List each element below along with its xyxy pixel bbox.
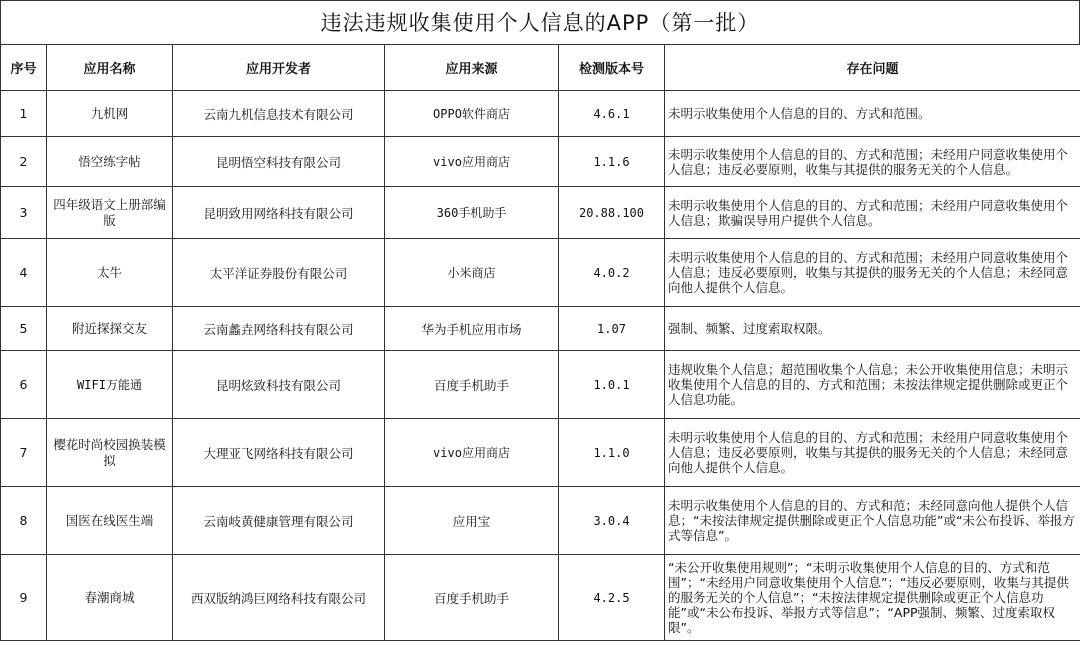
cell-version: 4.6.1 [559,91,665,137]
cell-developer: 云南岐黄健康管理有限公司 [173,487,385,555]
cell-source: 应用宝 [385,487,559,555]
cell-seq: 8 [1,487,47,555]
cell-issue: 未明示收集使用个人信息的目的、方式和范围；未经用户同意收集使用个人信息；违反必要原则，收集与其提供的服务无关的个人信息；未经同意向他人提供个人信息。 [665,419,1080,487]
cell-source: 360手机助手 [385,187,559,239]
cell-issue: 未明示收集使用个人信息的目的、方式和范围。 [665,91,1080,137]
cell-source: 华为手机应用市场 [385,307,559,351]
cell-seq: 4 [1,239,47,307]
table-row [1,555,1080,641]
header-row [1,45,1080,91]
cell-seq: 1 [1,91,47,137]
cell-seq: 7 [1,419,47,487]
cell-developer: 昆明炫致科技有限公司 [173,351,385,419]
cell-issue: 未明示收集使用个人信息的目的、方式和范围；未经用户同意收集使用个人信息；违反必要原则，收集与其提供的服务无关的个人信息；未经同意向他人提供个人信息。 [665,239,1080,307]
app-table [0,44,1080,641]
cell-seq: 5 [1,307,47,351]
cell-source: 百度手机助手 [385,555,559,641]
table-row [1,307,1080,351]
cell-version: 1.1.6 [559,137,665,187]
table-row [1,351,1080,419]
sheet-title: 违法违规收集使用个人信息的APP（第一批） [0,0,1080,44]
table-row [1,239,1080,307]
table-row [1,187,1080,239]
header-name: 应用名称 [47,45,173,91]
cell-developer: 太平洋证券股份有限公司 [173,239,385,307]
cell-developer: 云南九机信息技术有限公司 [173,91,385,137]
cell-name: 四年级语文上册部编版 [47,187,173,239]
cell-issue: 未明示收集使用个人信息的目的、方式和范围；未经用户同意收集使用个人信息；违反必要原则，收集与其提供的服务无关的个人信息。 [665,137,1080,187]
header-developer: 应用开发者 [173,45,385,91]
cell-seq: 3 [1,187,47,239]
cell-issue: 违规收集个人信息；超范围收集个人信息；未公开收集使用信息；未明示收集使用个人信息的目的、方式和范围；未按法律规定提供删除或更正个人信息功能。 [665,351,1080,419]
header-seq: 序号 [1,45,47,91]
cell-developer: 昆明悟空科技有限公司 [173,137,385,187]
cell-name: 国医在线医生端 [47,487,173,555]
cell-version: 3.0.4 [559,487,665,555]
cell-seq: 9 [1,555,47,641]
header-source: 应用来源 [385,45,559,91]
table-row [1,419,1080,487]
cell-seq: 6 [1,351,47,419]
cell-version: 20.88.100 [559,187,665,239]
cell-name: 太牛 [47,239,173,307]
header-version: 检测版本号 [559,45,665,91]
cell-source: vivo应用商店 [385,419,559,487]
cell-source: 百度手机助手 [385,351,559,419]
cell-name: 附近探探交友 [47,307,173,351]
cell-issue: “未公开收集使用规则”；“未明示收集使用个人信息的目的、方式和范围”；“未经用户同意收集使用个人信息”；“违反必要原则，收集与其提供的服务无关的个人信息”；“未按法律规定提供删除或更正个人信息功能”或“未公布投诉、举报方式等信息”；“APP强制、频繁、过度索取权限”。 [665,555,1080,641]
cell-version: 1.1.0 [559,419,665,487]
table-row [1,91,1080,137]
cell-issue: 强制、频繁、过度索取权限。 [665,307,1080,351]
cell-issue: 未明示收集使用个人信息的目的、方式和范；未经同意向他人提供个人信息；“未按法律规定提供删除或更正个人信息功能”或“未公布投诉、举报方式等信息”。 [665,487,1080,555]
cell-source: vivo应用商店 [385,137,559,187]
header-issue: 存在问题 [665,45,1080,91]
cell-name: WIFI万能通 [47,351,173,419]
cell-issue: 未明示收集使用个人信息的目的、方式和范围；未经用户同意收集使用个人信息；欺骗误导用户提供个人信息。 [665,187,1080,239]
cell-seq: 2 [1,137,47,187]
cell-name: 九机网 [47,91,173,137]
cell-source: OPPO软件商店 [385,91,559,137]
table-row [1,137,1080,187]
cell-developer: 昆明致用网络科技有限公司 [173,187,385,239]
cell-version: 4.0.2 [559,239,665,307]
cell-developer: 云南蠡垚网络科技有限公司 [173,307,385,351]
cell-version: 1.07 [559,307,665,351]
cell-source: 小米商店 [385,239,559,307]
cell-name: 悟空练字帖 [47,137,173,187]
cell-developer: 大理亚飞网络科技有限公司 [173,419,385,487]
table-row [1,487,1080,555]
cell-name: 樱花时尚校园换装模拟 [47,419,173,487]
cell-version: 4.2.5 [559,555,665,641]
cell-version: 1.0.1 [559,351,665,419]
cell-name: 春潮商城 [47,555,173,641]
cell-developer: 西双版纳鸿巨网络科技有限公司 [173,555,385,641]
